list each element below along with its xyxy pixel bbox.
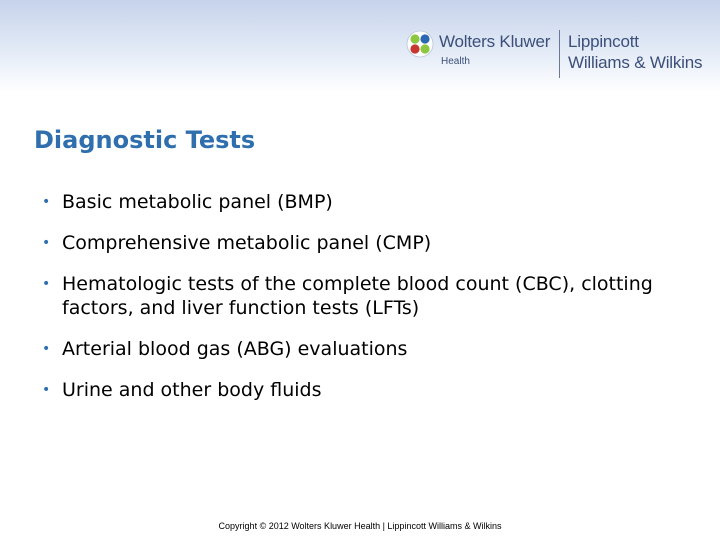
bullet-text: Basic metabolic panel (BMP) [62, 191, 333, 213]
copyright-footer: Copyright © 2012 Wolters Kluwer Health | Lippincott Williams & Wilkins [218, 521, 502, 531]
bullet-item-urine [40, 378, 700, 402]
bullet-icon: • [42, 276, 51, 292]
brand-name: Wolters Kluwer [439, 32, 551, 51]
imprint-line-2: Williams & Wilkins [568, 53, 703, 72]
bullet-text: Hematologic tests of the complete blood count (CBC), clotting factors, and liver function tests (LFTs) [62, 273, 653, 319]
publisher-logo [406, 26, 716, 82]
slide-title: Diagnostic Tests [34, 126, 256, 154]
bullet-item-bmp [40, 190, 700, 214]
bullet-text: Arterial blood gas (ABG) evaluations [62, 338, 408, 360]
wolters-kluwer-logo-icon [406, 30, 434, 58]
bullet-icon: • [42, 194, 51, 210]
bullet-item-abg [40, 337, 700, 361]
brand-division: Health [441, 56, 470, 67]
bullet-list [40, 190, 700, 419]
bullet-icon: • [42, 382, 51, 398]
bullet-text: Urine and other body fluids [62, 379, 322, 401]
bullet-item-hematologic [40, 272, 700, 320]
imprint-line-1: Lippincott [568, 32, 639, 51]
bullet-icon: • [42, 235, 51, 251]
bullet-icon: • [42, 341, 51, 357]
logo-divider [559, 30, 560, 78]
bullet-text: Comprehensive metabolic panel (CMP) [62, 232, 432, 254]
bullet-item-cmp [40, 231, 700, 255]
